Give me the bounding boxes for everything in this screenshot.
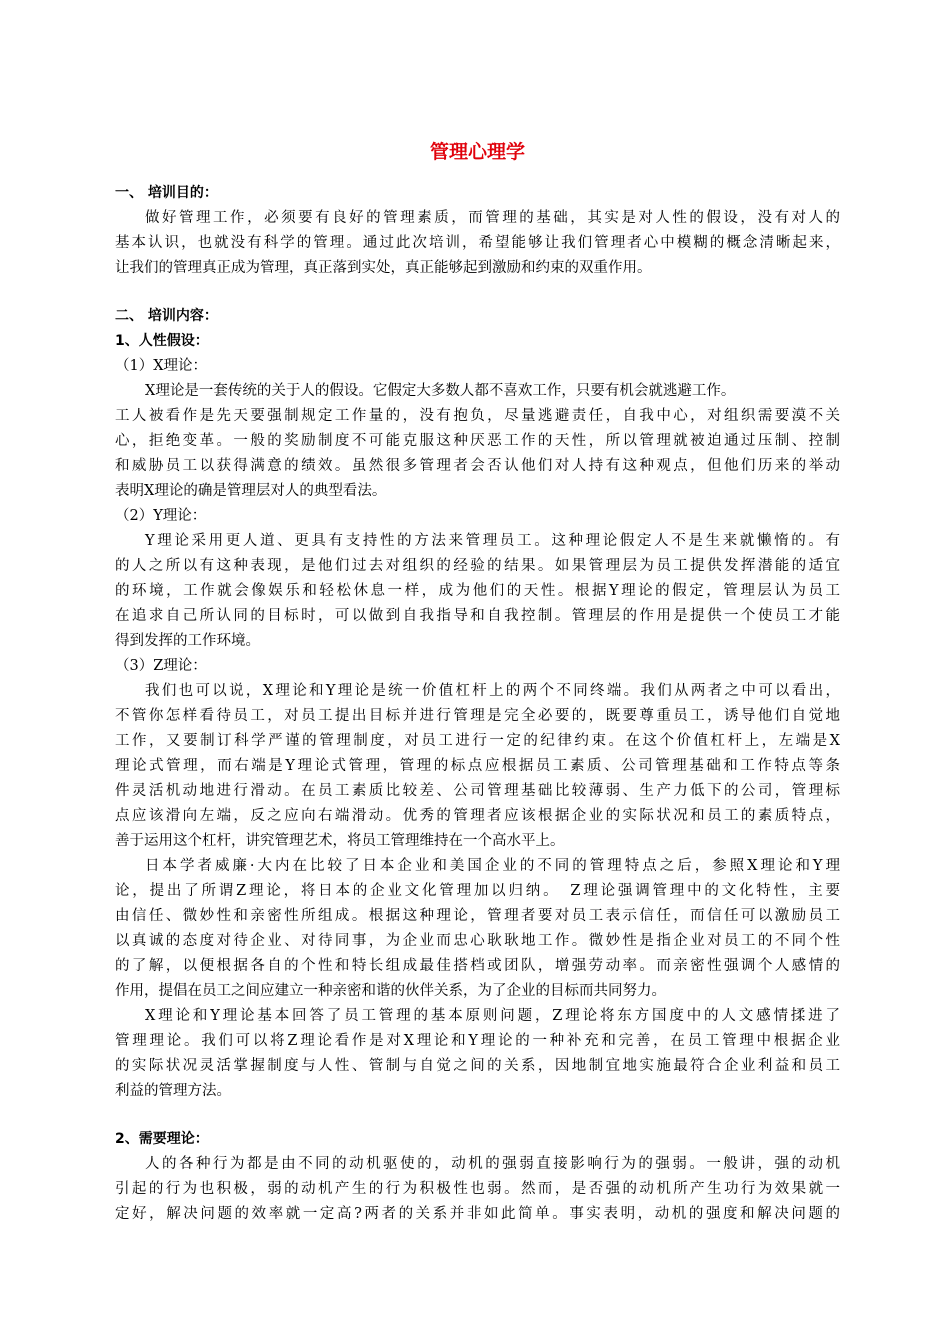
text-line: 日本学者威廉·大内在比较了日本企业和美国企业的不同的管理特点之后，参照X理论和Y理 — [145, 858, 840, 874]
text-line: 心，拒绝变革。一般的奖励制度不可能克服这种厌恶工作的天性，所以管理就被迫通过压制、控制 — [115, 433, 840, 449]
text-line: 论，提出了所谓Z理论，将日本的企业文化管理加以归纳。 Z理论强调管理中的文化特性，主要 — [115, 883, 840, 899]
text-line: 不管你怎样看待员工，对员工提出目标并进行管理是完全必要的，既要尊重员工，诱导他们自觉地 — [115, 708, 840, 724]
text-line: 点应该滑向左端，反之应向右端滑动。优秀的管理者应该根据企业的实际状况和员工的素质特点， — [115, 808, 840, 824]
text-line: 件灵活机动地进行滑动。在员工素质比较差、公司管理基础比较薄弱、生产力低下的公司，管理标 — [115, 783, 840, 799]
text-line: 的实际状况灵活掌握制度与人性、管制与自觉之间的关系，因地制宜地实施最符合企业利益和员工 — [115, 1058, 840, 1074]
text-line: 由信任、微妙性和亲密性所组成。根据这种理论，管理者要对员工表示信任，而信任可以激励员工 — [115, 908, 840, 924]
text-line: 在追求自己所认同的目标时，可以做到自我指导和自我控制。管理层的作用是提供一个使员工才能 — [115, 608, 840, 624]
text-line: 定好，解决问题的效率就一定高?两者的关系并非如此简单。事实表明，动机的强度和解决问题的 — [115, 1206, 840, 1222]
text-line: 利益的管理方法。 — [115, 1083, 231, 1099]
text-line: （1）X理论： — [115, 358, 208, 374]
text-line: 和威胁员工以获得满意的绩效。虽然很多管理者会否认他们对人持有这种观点，但他们历来的举动 — [115, 458, 840, 474]
text-line: 理论式管理，而右端是Y理论式管理，管理的标点应根据员工素质、公司管理基础和工作特点等条 — [115, 758, 840, 774]
text-line: X理论和Y理论基本回答了员工管理的基本原则问题，Z理论将东方国度中的人文感情揉进了 — [145, 1008, 840, 1024]
text-line: Y理论采用更人道、更具有支持性的方法来管理员工。这种理论假定人不是生来就懒惰的。有 — [145, 533, 840, 549]
text-line: 的人之所以有这种表现，是他们过去对组织的经验的结果。如果管理层为员工提供发挥潜能的适宜 — [115, 558, 840, 574]
document-title: 管理心理学 — [429, 141, 525, 163]
text-line: 让我们的管理真正成为管理，真正落到实处，真正能够起到激励和约束的双重作用。 — [115, 260, 652, 276]
text-line: 表明X理论的确是管理层对人的典型看法。 — [115, 483, 387, 499]
section-heading: 2、需要理论： — [115, 1131, 209, 1147]
text-line: 工作，又要制订科学严谨的管理制度，对员工进行一定的纪律约束。在这个价值杠杆上，左端是X — [115, 733, 840, 749]
text-line: 做好管理工作，必须要有良好的管理素质，而管理的基础，其实是对人性的假设，没有对人的 — [145, 210, 840, 226]
text-line: （2）Y理论： — [115, 508, 207, 524]
text-line: 的环境，工作就会像娱乐和轻松休息一样，成为他们的天性。根据Y理论的假定，管理层认为员工 — [115, 583, 840, 599]
text-line: 基本认识，也就没有科学的管理。通过此次培训，希望能够让我们管理者心中模糊的概念清晰起来， — [115, 235, 840, 251]
text-line: 的了解，以便根据各自的个性和特长组成最佳搭档或团队，增强劳动率。而亲密性强调个人感情的 — [115, 958, 840, 974]
section-heading: 1、人性假设： — [115, 333, 209, 349]
text-line: X理论是一套传统的关于人的假设。它假定大多数人都不喜欢工作，只要有机会就逃避工作。 — [145, 383, 736, 399]
text-line: 人的各种行为都是由不同的动机驱使的，动机的强弱直接影响行为的强弱。一般讲，强的动机 — [145, 1156, 840, 1172]
section-heading: 一、 培训目的： — [115, 185, 218, 201]
text-line: 善于运用这个杠杆，讲究管理艺术，将员工管理维持在一个高水平上。 — [115, 833, 565, 849]
text-line: 作用，提倡在员工之间应建立一种亲密和谐的伙伴关系，为了企业的目标而共同努力。 — [115, 983, 666, 999]
text-line: 管理理论。我们可以将Z理论看作是对X理论和Y理论的一种补充和完善，在员工管理中根据企业 — [115, 1033, 840, 1049]
text-line: 我们也可以说，X理论和Y理论是统一价值杠杆上的两个不同终端。我们从两者之中可以看出， — [145, 683, 840, 699]
text-line: 引起的行为也积极，弱的动机产生的行为积极性也弱。然而，是否强的动机所产生功行为效果就一 — [115, 1181, 840, 1197]
text-line: 工人被看作是先天要强制规定工作量的，没有抱负，尽量逃避责任，自我中心，对组织需要漠不关 — [115, 408, 840, 424]
text-line: 以真诚的态度对待企业、对待同事，为企业而忠心耿耿地工作。微妙性是指企业对员工的不同个性 — [115, 933, 840, 949]
section-heading: 二、 培训内容： — [115, 308, 218, 324]
text-line: （3）Z理论： — [115, 658, 207, 674]
text-line: 得到发挥的工作环境。 — [115, 633, 260, 649]
